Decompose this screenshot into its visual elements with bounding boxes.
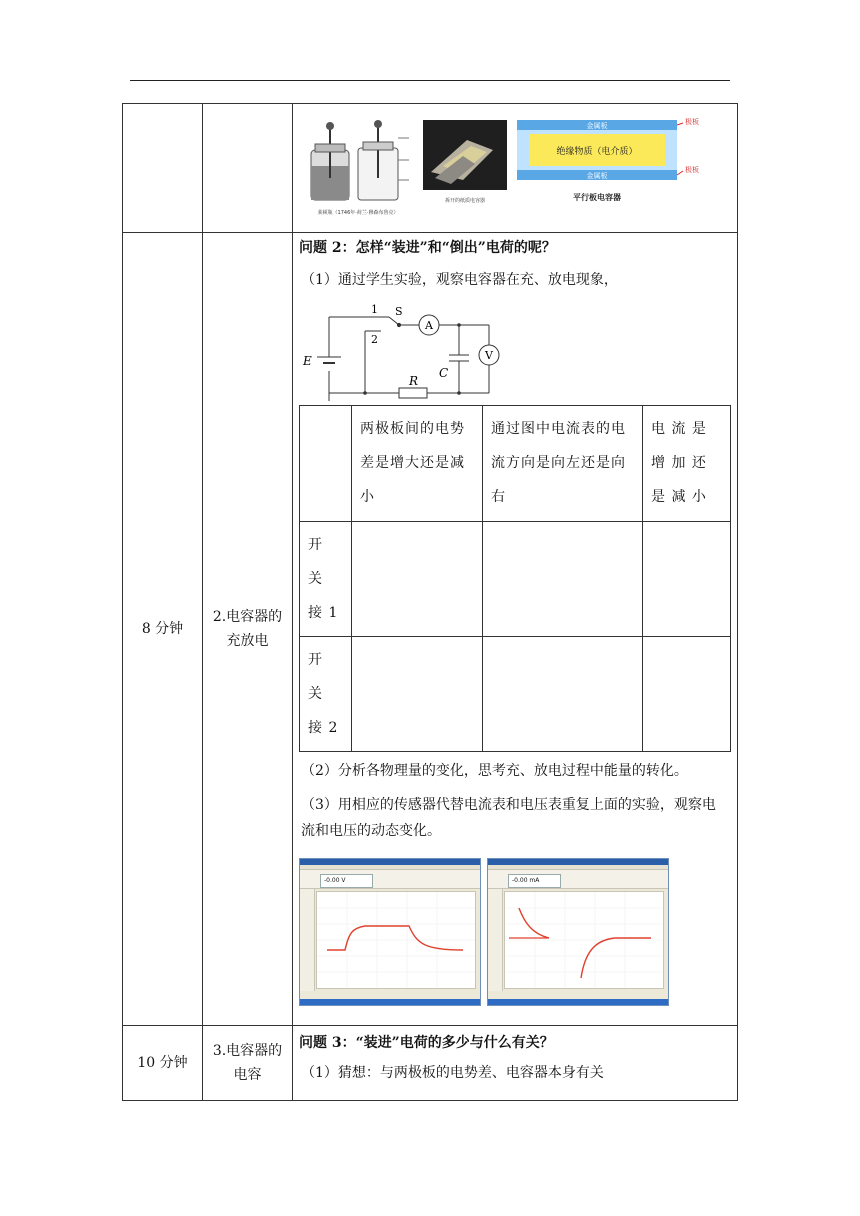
header-cell-direction: 通过图中电流表的电流方向是向左还是向右	[483, 406, 643, 522]
time-10: 10 分钟	[137, 1055, 188, 1071]
current-curve-plot	[504, 891, 664, 989]
question-2: 问题 2：怎样“装进”和“倒出”电荷的呢？	[299, 240, 556, 256]
dielectric-label: 绝缘物质（电介质）	[556, 147, 638, 157]
section-cell	[203, 233, 293, 1026]
top-metal-label: 金属板	[586, 122, 608, 130]
section-line1: 2.电容器的	[212, 609, 283, 625]
row-label-switch-2: 开 关 接 2	[300, 637, 352, 752]
parallel-caption: 平行板电容器	[573, 192, 621, 202]
bottom-metal-label: 金属板	[586, 172, 608, 180]
table-row-capacitance	[123, 1026, 738, 1101]
time-cell-empty	[123, 104, 203, 233]
sensor-screenshots	[293, 858, 737, 1018]
content-cell	[293, 1026, 738, 1101]
images-cell	[293, 104, 738, 233]
table-row-charging	[123, 233, 738, 1026]
switch-pos-1: 1	[371, 303, 378, 316]
step-2: （2）分析各物理量的变化，思考充、放电过程中能量的转化。	[301, 763, 688, 779]
answer-cell	[483, 637, 643, 752]
time-cell	[123, 1026, 203, 1101]
window-toolbar	[300, 870, 480, 889]
emf-label: E	[303, 354, 312, 368]
section-line2: 充放电	[226, 633, 269, 649]
ammeter-label: A	[425, 319, 433, 332]
guess-step: （1）猜想：与两极板的电势差、电容器本身有关	[301, 1065, 604, 1081]
parallel-plate-diagram	[515, 114, 715, 206]
header-rule	[130, 80, 730, 81]
switch-pos-2: 2	[371, 333, 378, 346]
window-sidebar	[488, 889, 503, 991]
row-label-switch-1: 开 关 接 1	[300, 522, 352, 637]
circuit-diagram	[299, 301, 519, 401]
observation-table	[299, 405, 731, 752]
header-cell-potential: 两极板间的电势差是增大还是减小	[352, 406, 483, 522]
window-sidebar	[300, 889, 315, 991]
answer-cell	[352, 637, 483, 752]
lesson-table	[122, 103, 738, 1101]
step-3: （3）用相应的传感器代替电流表和电压表重复上面的实验，观察电流和电压的动态变化。	[301, 797, 716, 839]
content-cell	[293, 233, 738, 1026]
header-cell-current: 电 流 是 增 加 还 是 减 小	[643, 406, 731, 522]
capacitor-label: C	[439, 366, 449, 380]
plate-label-top: 极板	[685, 118, 699, 126]
switch-label: S	[395, 305, 403, 318]
time-cell	[123, 233, 203, 1026]
section-line2: 电容	[233, 1067, 262, 1083]
step-1: （1）通过学生实验，观察电容器在充、放电现象，	[301, 272, 618, 288]
question-3: 问题 3：“装进”电荷的多少与什么有关？	[299, 1035, 554, 1051]
paper-capacitor-photo	[423, 120, 507, 206]
current-readout: -0.00 mA	[508, 874, 561, 888]
voltmeter-label: V	[485, 349, 493, 362]
section-cell-empty	[203, 104, 293, 233]
section-line1: 3.电容器的	[212, 1043, 283, 1059]
current-sensor-screenshot	[487, 858, 669, 1006]
voltage-readout: -0.00 V	[320, 874, 373, 888]
header-cell-empty	[300, 406, 352, 522]
answer-cell	[643, 637, 731, 752]
voltage-curve-plot	[316, 891, 476, 989]
paper-capacitor-caption: 拆开的纸质电容器	[444, 198, 486, 204]
answer-cell	[483, 522, 643, 637]
time-8: 8 分钟	[141, 621, 184, 637]
window-toolbar	[488, 870, 668, 889]
plate-label-bottom: 极板	[685, 166, 699, 174]
answer-cell	[643, 522, 731, 637]
window-taskbar	[300, 999, 480, 1005]
leyden-jar-illustration	[303, 118, 413, 220]
table-row-images	[123, 104, 738, 233]
observation-row-switch-2	[300, 637, 731, 752]
resistor-label: R	[409, 374, 419, 388]
observation-header-row	[300, 406, 731, 522]
window-taskbar	[488, 999, 668, 1005]
voltage-sensor-screenshot	[299, 858, 481, 1006]
section-cell	[203, 1026, 293, 1101]
answer-cell	[352, 522, 483, 637]
observation-row-switch-1	[300, 522, 731, 637]
leyden-caption: 莱顿瓶（1746年·荷兰·穆森布鲁克）	[317, 210, 399, 216]
